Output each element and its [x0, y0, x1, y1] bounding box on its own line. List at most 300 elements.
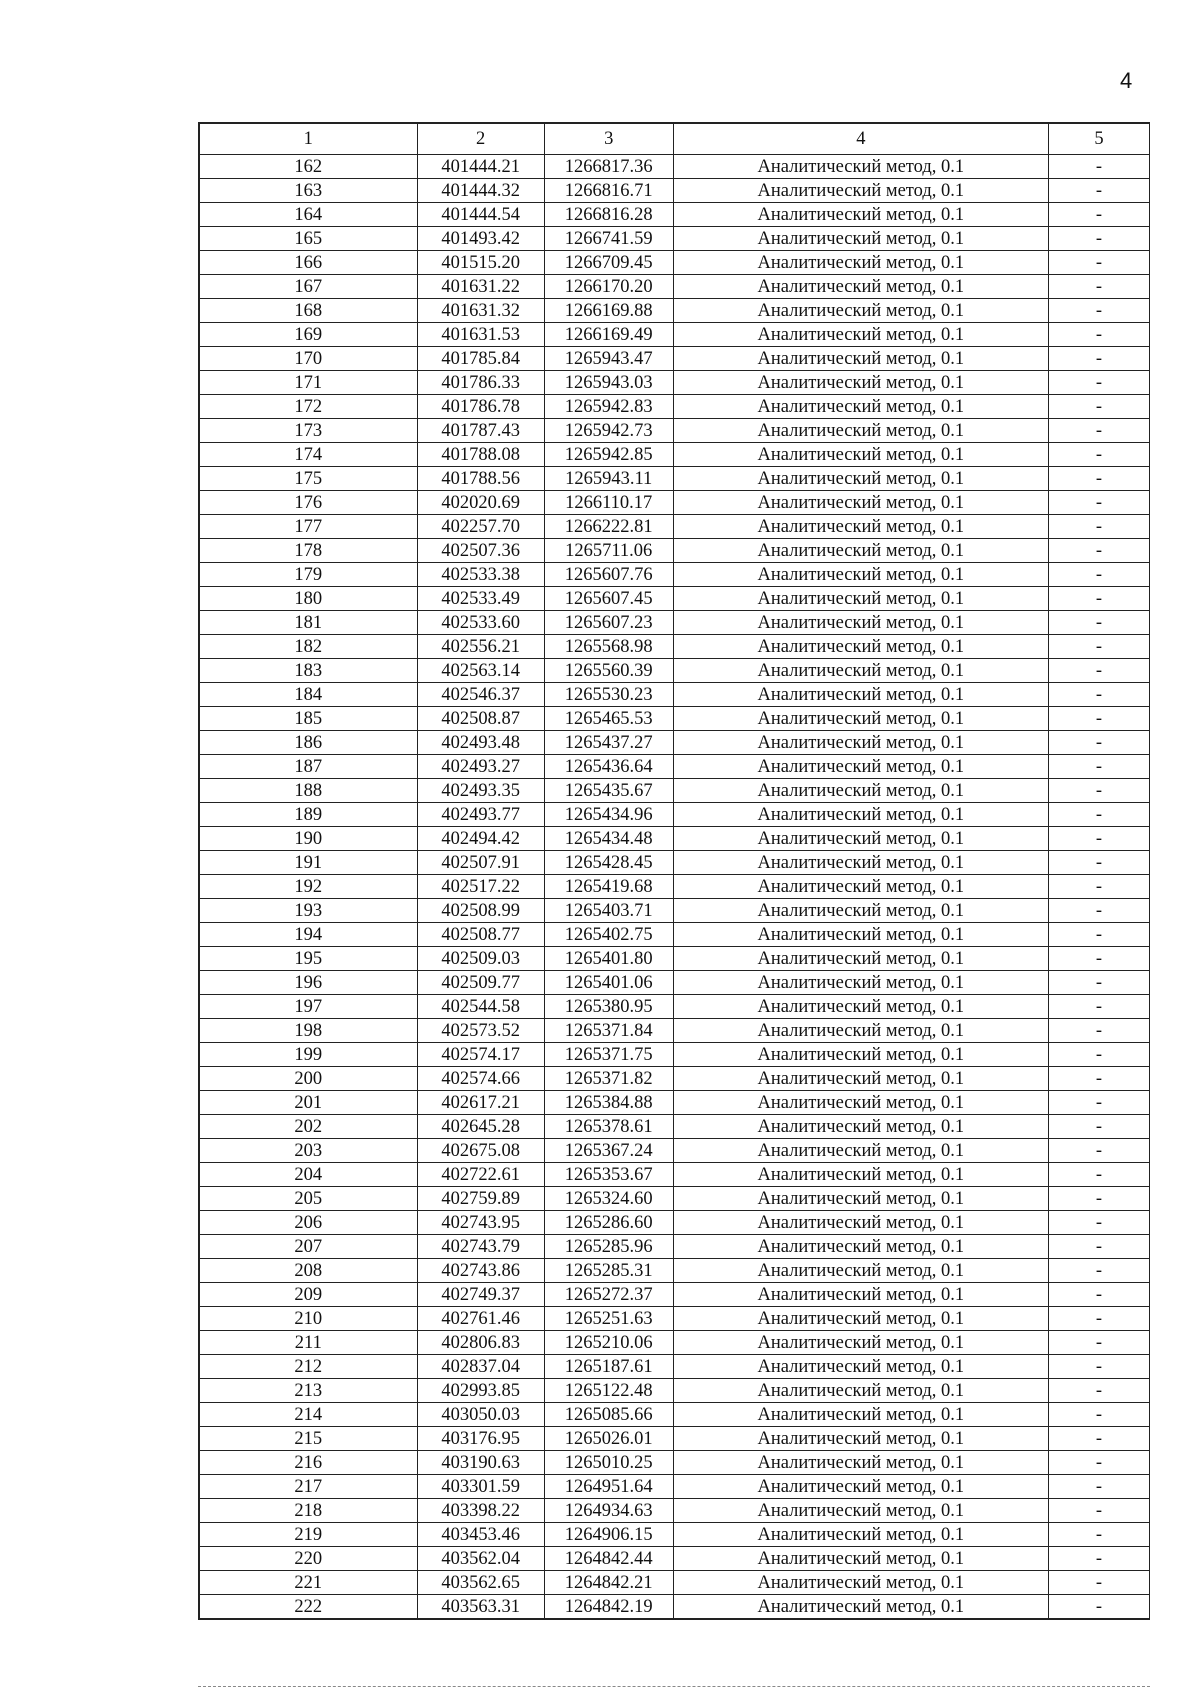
table-row	[199, 587, 1150, 611]
table-row	[199, 371, 1150, 395]
table-row	[199, 1499, 1150, 1523]
point-number-cell: 190	[199, 827, 417, 851]
table-row	[199, 155, 1150, 179]
note-cell: -	[1048, 1379, 1149, 1403]
method-cell: Аналитический метод, 0.1	[673, 1475, 1048, 1499]
x-coordinate-cell: 401786.78	[417, 395, 544, 419]
point-number-cell: 198	[199, 1019, 417, 1043]
point-number-cell: 183	[199, 659, 417, 683]
y-coordinate-cell: 1265378.61	[544, 1115, 673, 1139]
note-cell: -	[1048, 803, 1149, 827]
x-coordinate-cell: 402509.77	[417, 971, 544, 995]
y-coordinate-cell: 1265401.80	[544, 947, 673, 971]
x-coordinate-cell: 402743.86	[417, 1259, 544, 1283]
method-cell: Аналитический метод, 0.1	[673, 1355, 1048, 1379]
point-number-cell: 173	[199, 419, 417, 443]
table-row	[199, 1259, 1150, 1283]
point-number-cell: 182	[199, 635, 417, 659]
point-number-cell: 205	[199, 1187, 417, 1211]
method-cell: Аналитический метод, 0.1	[673, 251, 1048, 275]
x-coordinate-cell: 402749.37	[417, 1283, 544, 1307]
point-number-cell: 163	[199, 179, 417, 203]
note-cell: -	[1048, 995, 1149, 1019]
table-row	[199, 683, 1150, 707]
x-coordinate-cell: 401444.32	[417, 179, 544, 203]
x-coordinate-cell: 401493.42	[417, 227, 544, 251]
method-cell: Аналитический метод, 0.1	[673, 1523, 1048, 1547]
note-cell: -	[1048, 467, 1149, 491]
y-coordinate-cell: 1265711.06	[544, 539, 673, 563]
point-number-cell: 206	[199, 1211, 417, 1235]
point-number-cell: 164	[199, 203, 417, 227]
table-row	[199, 1115, 1150, 1139]
y-coordinate-cell: 1265943.11	[544, 467, 673, 491]
point-number-cell: 222	[199, 1595, 417, 1620]
table-row	[199, 275, 1150, 299]
x-coordinate-cell: 402544.58	[417, 995, 544, 1019]
method-cell: Аналитический метод, 0.1	[673, 755, 1048, 779]
x-coordinate-cell: 403453.46	[417, 1523, 544, 1547]
table-row	[199, 1139, 1150, 1163]
note-cell: -	[1048, 755, 1149, 779]
note-cell: -	[1048, 1547, 1149, 1571]
note-cell: -	[1048, 1595, 1149, 1620]
point-number-cell: 200	[199, 1067, 417, 1091]
y-coordinate-cell: 1265560.39	[544, 659, 673, 683]
x-coordinate-cell: 402508.77	[417, 923, 544, 947]
method-cell: Аналитический метод, 0.1	[673, 539, 1048, 563]
table-row	[199, 1307, 1150, 1331]
y-coordinate-cell: 1264842.44	[544, 1547, 673, 1571]
y-coordinate-cell: 1265187.61	[544, 1355, 673, 1379]
point-number-cell: 189	[199, 803, 417, 827]
y-coordinate-cell: 1265943.03	[544, 371, 673, 395]
method-cell: Аналитический метод, 0.1	[673, 395, 1048, 419]
point-number-cell: 209	[199, 1283, 417, 1307]
x-coordinate-cell: 403562.04	[417, 1547, 544, 1571]
x-coordinate-cell: 403050.03	[417, 1403, 544, 1427]
point-number-cell: 212	[199, 1355, 417, 1379]
y-coordinate-cell: 1264842.19	[544, 1595, 673, 1620]
y-coordinate-cell: 1265367.24	[544, 1139, 673, 1163]
point-number-cell: 216	[199, 1451, 417, 1475]
table-row	[199, 851, 1150, 875]
point-number-cell: 217	[199, 1475, 417, 1499]
y-coordinate-cell: 1265435.67	[544, 779, 673, 803]
y-coordinate-cell: 1266709.45	[544, 251, 673, 275]
x-coordinate-cell: 402533.60	[417, 611, 544, 635]
y-coordinate-cell: 1266741.59	[544, 227, 673, 251]
y-coordinate-cell: 1265607.76	[544, 563, 673, 587]
note-cell: -	[1048, 923, 1149, 947]
point-number-cell: 172	[199, 395, 417, 419]
note-cell: -	[1048, 731, 1149, 755]
y-coordinate-cell: 1265085.66	[544, 1403, 673, 1427]
column-header-2: 2	[417, 123, 544, 155]
point-number-cell: 218	[199, 1499, 417, 1523]
y-coordinate-cell: 1265251.63	[544, 1307, 673, 1331]
table-row	[199, 1163, 1150, 1187]
point-number-cell: 221	[199, 1571, 417, 1595]
point-number-cell: 193	[199, 899, 417, 923]
point-number-cell: 170	[199, 347, 417, 371]
method-cell: Аналитический метод, 0.1	[673, 659, 1048, 683]
point-number-cell: 169	[199, 323, 417, 347]
method-cell: Аналитический метод, 0.1	[673, 923, 1048, 947]
table-row	[199, 1235, 1150, 1259]
note-cell: -	[1048, 1283, 1149, 1307]
y-coordinate-cell: 1265371.84	[544, 1019, 673, 1043]
x-coordinate-cell: 402722.61	[417, 1163, 544, 1187]
x-coordinate-cell: 402494.42	[417, 827, 544, 851]
y-coordinate-cell: 1265530.23	[544, 683, 673, 707]
note-cell: -	[1048, 1235, 1149, 1259]
y-coordinate-cell: 1265324.60	[544, 1187, 673, 1211]
method-cell: Аналитический метод, 0.1	[673, 179, 1048, 203]
point-number-cell: 197	[199, 995, 417, 1019]
x-coordinate-cell: 402507.91	[417, 851, 544, 875]
note-cell: -	[1048, 1139, 1149, 1163]
table-row	[199, 947, 1150, 971]
y-coordinate-cell: 1266817.36	[544, 155, 673, 179]
method-cell: Аналитический метод, 0.1	[673, 1211, 1048, 1235]
method-cell: Аналитический метод, 0.1	[673, 683, 1048, 707]
x-coordinate-cell: 401788.56	[417, 467, 544, 491]
y-coordinate-cell: 1265371.75	[544, 1043, 673, 1067]
note-cell: -	[1048, 275, 1149, 299]
y-coordinate-cell: 1264951.64	[544, 1475, 673, 1499]
note-cell: -	[1048, 1259, 1149, 1283]
y-coordinate-cell: 1266816.71	[544, 179, 673, 203]
method-cell: Аналитический метод, 0.1	[673, 899, 1048, 923]
table-row	[199, 1547, 1150, 1571]
y-coordinate-cell: 1265286.60	[544, 1211, 673, 1235]
y-coordinate-cell: 1266222.81	[544, 515, 673, 539]
x-coordinate-cell: 403563.31	[417, 1595, 544, 1620]
table-row	[199, 539, 1150, 563]
note-cell: -	[1048, 1043, 1149, 1067]
method-cell: Аналитический метод, 0.1	[673, 515, 1048, 539]
method-cell: Аналитический метод, 0.1	[673, 443, 1048, 467]
page-bottom-rule	[198, 1686, 1150, 1687]
column-header-5: 5	[1048, 123, 1149, 155]
table-row	[199, 1355, 1150, 1379]
note-cell: -	[1048, 227, 1149, 251]
point-number-cell: 203	[199, 1139, 417, 1163]
x-coordinate-cell: 401444.54	[417, 203, 544, 227]
table-row	[199, 227, 1150, 251]
x-coordinate-cell: 401631.32	[417, 299, 544, 323]
y-coordinate-cell: 1264934.63	[544, 1499, 673, 1523]
table-header	[199, 123, 1150, 155]
point-number-cell: 219	[199, 1523, 417, 1547]
method-cell: Аналитический метод, 0.1	[673, 971, 1048, 995]
point-number-cell: 208	[199, 1259, 417, 1283]
method-cell: Аналитический метод, 0.1	[673, 491, 1048, 515]
method-cell: Аналитический метод, 0.1	[673, 1187, 1048, 1211]
x-coordinate-cell: 401515.20	[417, 251, 544, 275]
x-coordinate-cell: 402508.87	[417, 707, 544, 731]
note-cell: -	[1048, 1331, 1149, 1355]
x-coordinate-cell: 403562.65	[417, 1571, 544, 1595]
method-cell: Аналитический метод, 0.1	[673, 1019, 1048, 1043]
note-cell: -	[1048, 1427, 1149, 1451]
note-cell: -	[1048, 1163, 1149, 1187]
point-number-cell: 199	[199, 1043, 417, 1067]
point-number-cell: 202	[199, 1115, 417, 1139]
method-cell: Аналитический метод, 0.1	[673, 1427, 1048, 1451]
point-number-cell: 187	[199, 755, 417, 779]
note-cell: -	[1048, 611, 1149, 635]
y-coordinate-cell: 1265943.47	[544, 347, 673, 371]
table-row	[199, 203, 1150, 227]
note-cell: -	[1048, 683, 1149, 707]
point-number-cell: 207	[199, 1235, 417, 1259]
point-number-cell: 165	[199, 227, 417, 251]
note-cell: -	[1048, 443, 1149, 467]
note-cell: -	[1048, 1211, 1149, 1235]
x-coordinate-cell: 402493.48	[417, 731, 544, 755]
x-coordinate-cell: 402993.85	[417, 1379, 544, 1403]
point-number-cell: 191	[199, 851, 417, 875]
x-coordinate-cell: 402759.89	[417, 1187, 544, 1211]
point-number-cell: 186	[199, 731, 417, 755]
y-coordinate-cell: 1266169.88	[544, 299, 673, 323]
method-cell: Аналитический метод, 0.1	[673, 875, 1048, 899]
method-cell: Аналитический метод, 0.1	[673, 1043, 1048, 1067]
x-coordinate-cell: 402574.17	[417, 1043, 544, 1067]
table-row	[199, 443, 1150, 467]
note-cell: -	[1048, 491, 1149, 515]
x-coordinate-cell: 401786.33	[417, 371, 544, 395]
method-cell: Аналитический метод, 0.1	[673, 1571, 1048, 1595]
y-coordinate-cell: 1265210.06	[544, 1331, 673, 1355]
note-cell: -	[1048, 299, 1149, 323]
table-row	[199, 1379, 1150, 1403]
method-cell: Аналитический метод, 0.1	[673, 611, 1048, 635]
method-cell: Аналитический метод, 0.1	[673, 299, 1048, 323]
method-cell: Аналитический метод, 0.1	[673, 1259, 1048, 1283]
y-coordinate-cell: 1265568.98	[544, 635, 673, 659]
x-coordinate-cell: 402617.21	[417, 1091, 544, 1115]
table-row	[199, 1427, 1150, 1451]
table-row	[199, 1475, 1150, 1499]
point-number-cell: 194	[199, 923, 417, 947]
method-cell: Аналитический метод, 0.1	[673, 155, 1048, 179]
point-number-cell: 188	[199, 779, 417, 803]
table-row	[199, 251, 1150, 275]
method-cell: Аналитический метод, 0.1	[673, 1547, 1048, 1571]
note-cell: -	[1048, 1115, 1149, 1139]
table-row	[199, 1523, 1150, 1547]
note-cell: -	[1048, 1355, 1149, 1379]
note-cell: -	[1048, 1499, 1149, 1523]
method-cell: Аналитический метод, 0.1	[673, 1067, 1048, 1091]
point-number-cell: 181	[199, 611, 417, 635]
method-cell: Аналитический метод, 0.1	[673, 1331, 1048, 1355]
table-row	[199, 995, 1150, 1019]
method-cell: Аналитический метод, 0.1	[673, 203, 1048, 227]
method-cell: Аналитический метод, 0.1	[673, 1091, 1048, 1115]
x-coordinate-cell: 402020.69	[417, 491, 544, 515]
table-row	[199, 491, 1150, 515]
method-cell: Аналитический метод, 0.1	[673, 1451, 1048, 1475]
method-cell: Аналитический метод, 0.1	[673, 827, 1048, 851]
note-cell: -	[1048, 1067, 1149, 1091]
method-cell: Аналитический метод, 0.1	[673, 1307, 1048, 1331]
y-coordinate-cell: 1265285.96	[544, 1235, 673, 1259]
note-cell: -	[1048, 635, 1149, 659]
note-cell: -	[1048, 395, 1149, 419]
note-cell: -	[1048, 179, 1149, 203]
y-coordinate-cell: 1265942.85	[544, 443, 673, 467]
point-number-cell: 211	[199, 1331, 417, 1355]
point-number-cell: 204	[199, 1163, 417, 1187]
point-number-cell: 196	[199, 971, 417, 995]
note-cell: -	[1048, 947, 1149, 971]
point-number-cell: 168	[199, 299, 417, 323]
method-cell: Аналитический метод, 0.1	[673, 995, 1048, 1019]
method-cell: Аналитический метод, 0.1	[673, 803, 1048, 827]
x-coordinate-cell: 403176.95	[417, 1427, 544, 1451]
x-coordinate-cell: 402563.14	[417, 659, 544, 683]
x-coordinate-cell: 401631.22	[417, 275, 544, 299]
note-cell: -	[1048, 851, 1149, 875]
y-coordinate-cell: 1265371.82	[544, 1067, 673, 1091]
x-coordinate-cell: 402533.49	[417, 587, 544, 611]
point-number-cell: 213	[199, 1379, 417, 1403]
x-coordinate-cell: 402573.52	[417, 1019, 544, 1043]
y-coordinate-cell: 1266110.17	[544, 491, 673, 515]
table-row	[199, 899, 1150, 923]
point-number-cell: 162	[199, 155, 417, 179]
method-cell: Аналитический метод, 0.1	[673, 587, 1048, 611]
x-coordinate-cell: 402493.27	[417, 755, 544, 779]
note-cell: -	[1048, 419, 1149, 443]
y-coordinate-cell: 1266816.28	[544, 203, 673, 227]
y-coordinate-cell: 1265942.83	[544, 395, 673, 419]
y-coordinate-cell: 1265122.48	[544, 1379, 673, 1403]
point-number-cell: 179	[199, 563, 417, 587]
table-row	[199, 923, 1150, 947]
point-number-cell: 220	[199, 1547, 417, 1571]
table-body	[199, 155, 1150, 1620]
table-row	[199, 563, 1150, 587]
x-coordinate-cell: 402508.99	[417, 899, 544, 923]
table-row	[199, 971, 1150, 995]
method-cell: Аналитический метод, 0.1	[673, 347, 1048, 371]
table-row	[199, 779, 1150, 803]
x-coordinate-cell: 402761.46	[417, 1307, 544, 1331]
x-coordinate-cell: 403190.63	[417, 1451, 544, 1475]
method-cell: Аналитический метод, 0.1	[673, 707, 1048, 731]
table-row	[199, 419, 1150, 443]
point-number-cell: 201	[199, 1091, 417, 1115]
method-cell: Аналитический метод, 0.1	[673, 1499, 1048, 1523]
method-cell: Аналитический метод, 0.1	[673, 1595, 1048, 1620]
x-coordinate-cell: 402556.21	[417, 635, 544, 659]
table-row	[199, 299, 1150, 323]
note-cell: -	[1048, 203, 1149, 227]
y-coordinate-cell: 1265401.06	[544, 971, 673, 995]
method-cell: Аналитический метод, 0.1	[673, 275, 1048, 299]
y-coordinate-cell: 1265428.45	[544, 851, 673, 875]
y-coordinate-cell: 1265402.75	[544, 923, 673, 947]
table-row	[199, 179, 1150, 203]
point-number-cell: 210	[199, 1307, 417, 1331]
table-row	[199, 1211, 1150, 1235]
x-coordinate-cell: 403398.22	[417, 1499, 544, 1523]
y-coordinate-cell: 1265607.23	[544, 611, 673, 635]
note-cell: -	[1048, 371, 1149, 395]
column-header-3: 3	[544, 123, 673, 155]
y-coordinate-cell: 1265272.37	[544, 1283, 673, 1307]
table-row	[199, 659, 1150, 683]
x-coordinate-cell: 401788.08	[417, 443, 544, 467]
y-coordinate-cell: 1265384.88	[544, 1091, 673, 1115]
y-coordinate-cell: 1265380.95	[544, 995, 673, 1019]
x-coordinate-cell: 402743.79	[417, 1235, 544, 1259]
point-number-cell: 185	[199, 707, 417, 731]
note-cell: -	[1048, 1451, 1149, 1475]
note-cell: -	[1048, 1571, 1149, 1595]
point-number-cell: 178	[199, 539, 417, 563]
point-number-cell: 192	[199, 875, 417, 899]
y-coordinate-cell: 1265353.67	[544, 1163, 673, 1187]
table-row	[199, 1403, 1150, 1427]
method-cell: Аналитический метод, 0.1	[673, 1283, 1048, 1307]
y-coordinate-cell: 1265437.27	[544, 731, 673, 755]
note-cell: -	[1048, 515, 1149, 539]
table-row	[199, 611, 1150, 635]
table-row	[199, 1331, 1150, 1355]
note-cell: -	[1048, 971, 1149, 995]
y-coordinate-cell: 1265434.48	[544, 827, 673, 851]
method-cell: Аналитический метод, 0.1	[673, 1139, 1048, 1163]
method-cell: Аналитический метод, 0.1	[673, 731, 1048, 755]
x-coordinate-cell: 402517.22	[417, 875, 544, 899]
method-cell: Аналитический метод, 0.1	[673, 227, 1048, 251]
table-row	[199, 1019, 1150, 1043]
column-header-1: 1	[199, 123, 417, 155]
note-cell: -	[1048, 1307, 1149, 1331]
note-cell: -	[1048, 659, 1149, 683]
note-cell: -	[1048, 779, 1149, 803]
point-number-cell: 177	[199, 515, 417, 539]
method-cell: Аналитический метод, 0.1	[673, 371, 1048, 395]
y-coordinate-cell: 1265403.71	[544, 899, 673, 923]
table-row	[199, 875, 1150, 899]
y-coordinate-cell: 1265285.31	[544, 1259, 673, 1283]
table-row	[199, 467, 1150, 491]
x-coordinate-cell: 402533.38	[417, 563, 544, 587]
x-coordinate-cell: 402806.83	[417, 1331, 544, 1355]
point-number-cell: 195	[199, 947, 417, 971]
method-cell: Аналитический метод, 0.1	[673, 1115, 1048, 1139]
note-cell: -	[1048, 707, 1149, 731]
x-coordinate-cell: 402675.08	[417, 1139, 544, 1163]
y-coordinate-cell: 1265942.73	[544, 419, 673, 443]
note-cell: -	[1048, 1475, 1149, 1499]
method-cell: Аналитический метод, 0.1	[673, 1163, 1048, 1187]
table-row	[199, 1451, 1150, 1475]
method-cell: Аналитический метод, 0.1	[673, 1403, 1048, 1427]
table-row	[199, 1043, 1150, 1067]
note-cell: -	[1048, 1091, 1149, 1115]
y-coordinate-cell: 1265434.96	[544, 803, 673, 827]
x-coordinate-cell: 403301.59	[417, 1475, 544, 1499]
table-row	[199, 803, 1150, 827]
